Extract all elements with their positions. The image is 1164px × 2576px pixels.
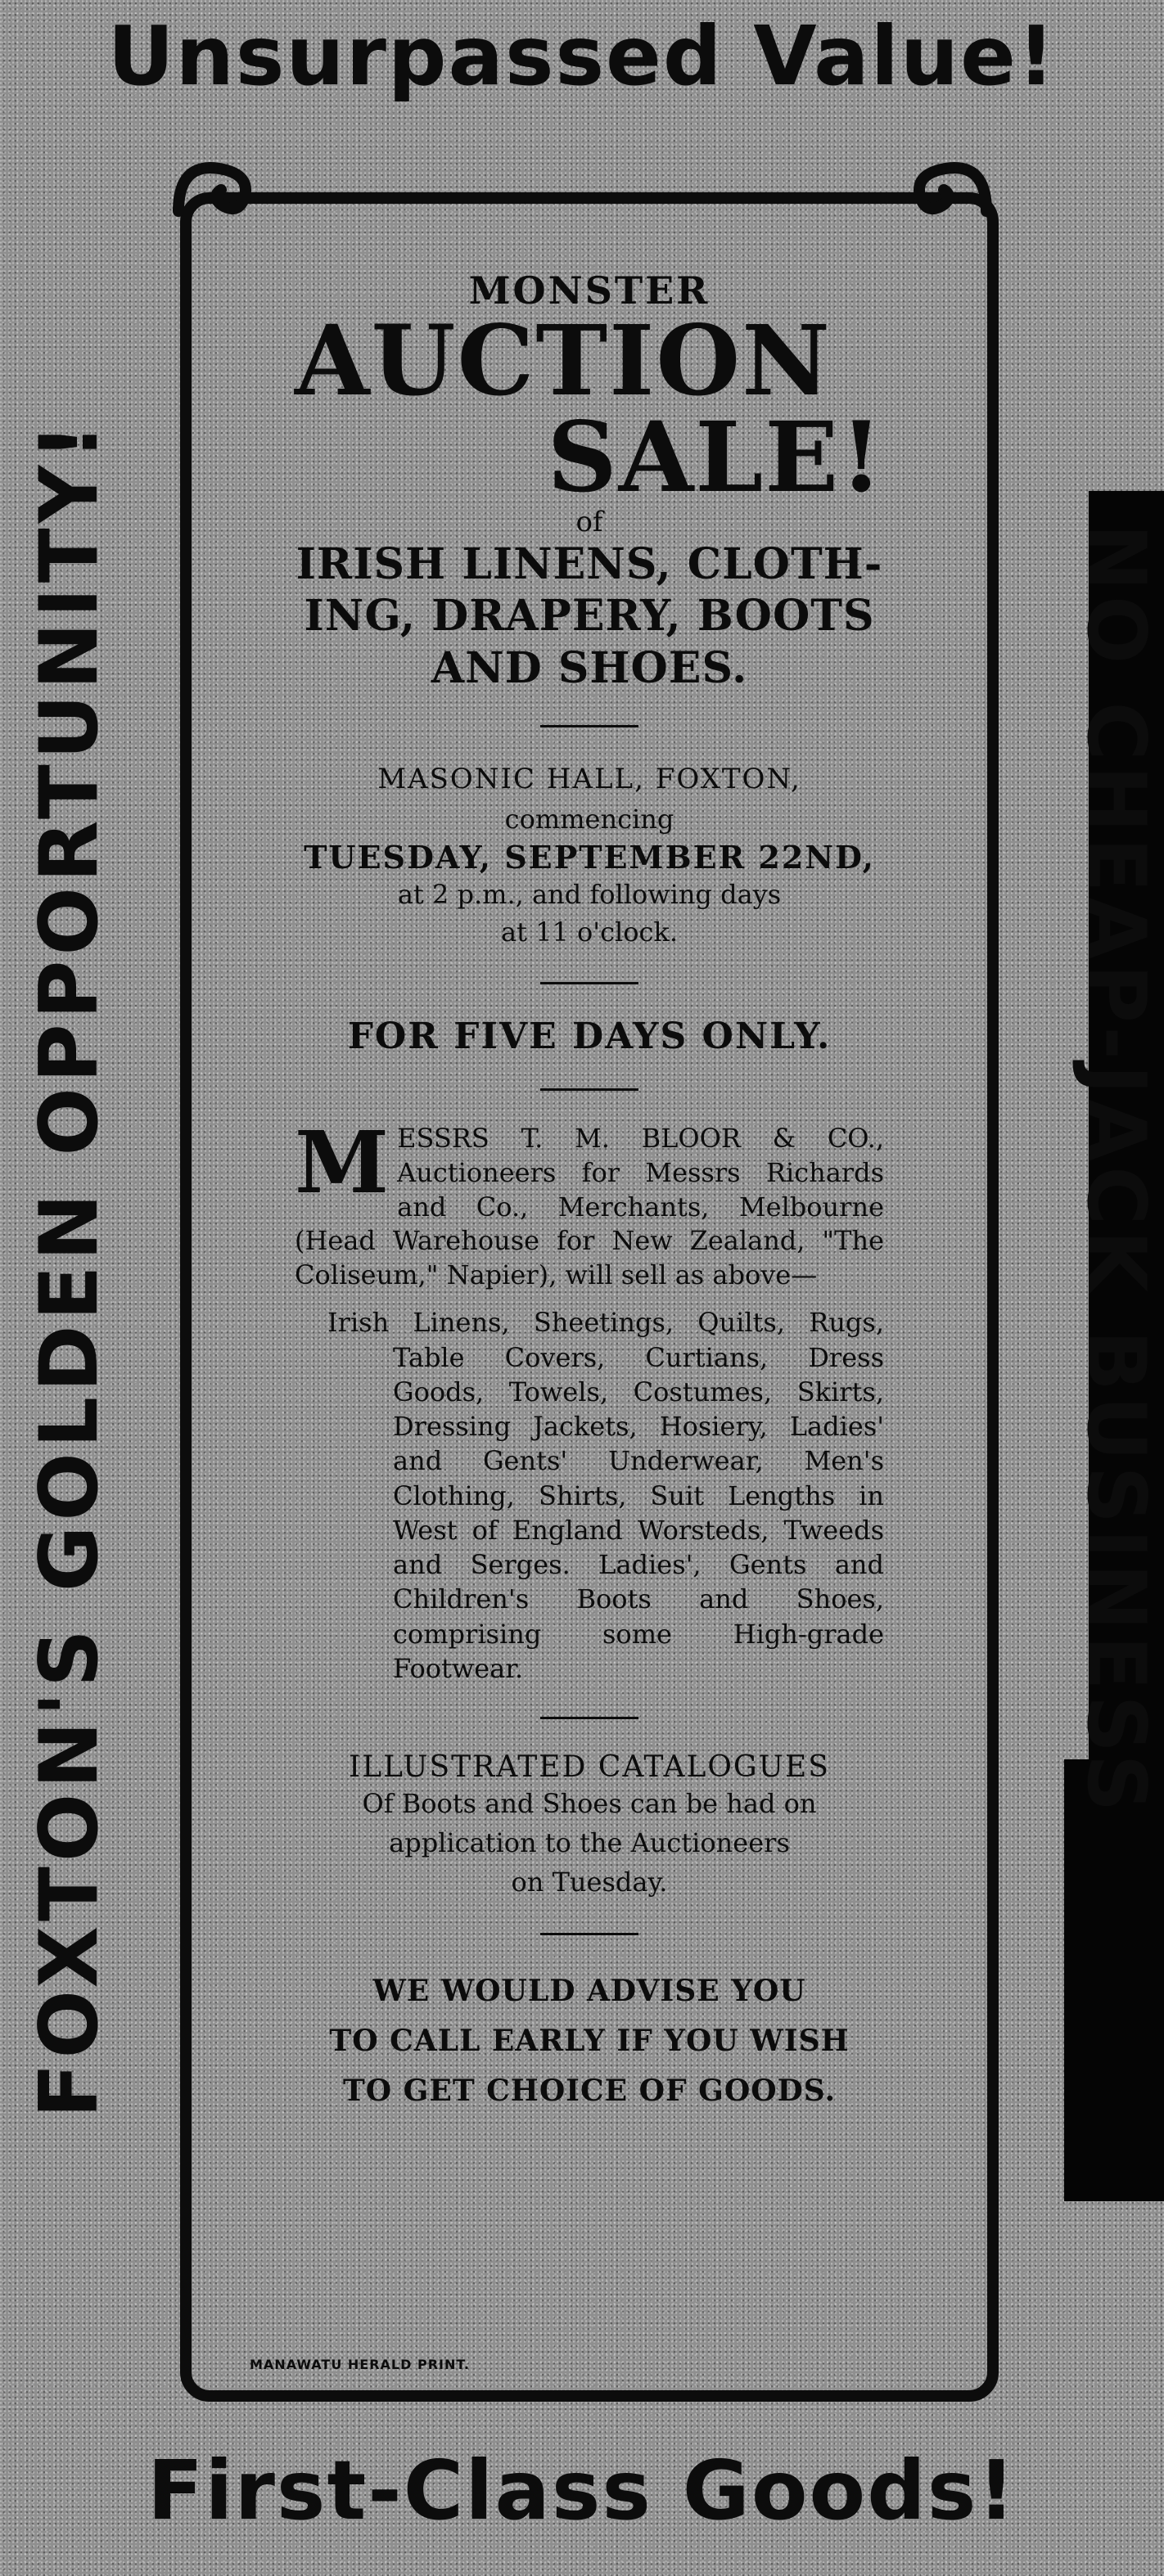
divider-rule [540,1088,638,1091]
five-days-heading: FOR FIVE DAYS ONLY. [347,1016,832,1058]
time-line-1: at 2 p.m., and following days [397,878,782,910]
time-line-2: at 11 o'clock. [501,916,678,948]
advertisement-body [295,262,884,2117]
catalogue-line-1: Of Boots and Shoes can be had on [362,1788,817,1820]
goods-line-3: AND SHOES. [431,642,748,693]
left-vertical-slogan: FOXTON'S GOLDEN OPPORTUNITY! [23,418,116,2119]
advise-line-2: TO CALL EARLY IF YOU WISH [329,2024,850,2059]
right-vertical-slogan: NO CHEAP-JACK BUSINESS [1069,524,1162,1817]
items-list: Irish Linens, Sheetings, Quilts, Rugs, Table Covers, Curtians, Dress Goods, Towels, Costumes, Skirts, Dressing Jackets, Hosiery, Ladies' and Gents' Underwear, Men's Clothing, Shirts, Suit Lengths in West of England Worsteds, Tweeds and Serges. Ladies', Gents and Children's Boots and Shoes, comprising some High-grade Footwear. [327,1307,884,1684]
catalogue-line-3: on Tuesday. [511,1867,668,1898]
catalogue-heading: ILLUSTRATED CATALOGUES [349,1750,830,1785]
advise-line-1: WE WOULD ADVISE YOU [372,1974,806,2009]
goods-line-1: IRISH LINENS, CLOTH- [296,539,883,589]
bottom-headline: First-Class Goods! [147,2443,1017,2538]
date-text: TUESDAY, SEPTEMBER 22ND, [304,838,875,876]
venue-text: MASONIC HALL, FOXTON, [377,763,801,796]
of-text: of [575,506,603,538]
sale-heading: SALE! [547,400,884,514]
auctioneers-text: ESSRS T. M. BLOOR & CO., Auctioneers for Messrs Richards and Co., Merchants, Melbourne (Head Warehouse for New Zealand, "The Coliseum," Napier), will sell as above— [295,1123,884,1290]
top-headline: Unsurpassed Value! [107,8,1057,104]
catalogue-line-2: application to the Auctioneers [389,1827,790,1859]
drop-cap: M [295,1112,390,1214]
divider-rule [540,725,638,727]
divider-rule [540,1717,638,1719]
divider-rule [540,982,638,984]
right-scroll-ornament [896,154,995,236]
advise-line-3: TO GET CHOICE OF GOODS. [342,2074,837,2109]
auctioneers-paragraph [295,1112,884,1292]
left-scroll-ornament [170,154,268,236]
monster-heading: MONSTER [468,268,711,313]
printer-imprint: MANAWATU HERALD PRINT. [250,2357,470,2372]
goods-line-2: ING, DRAPERY, BOOTS [304,591,875,642]
commencing-text: commencing [504,804,674,835]
divider-rule [540,1933,638,1935]
auction-heading: AUCTION [295,304,832,417]
